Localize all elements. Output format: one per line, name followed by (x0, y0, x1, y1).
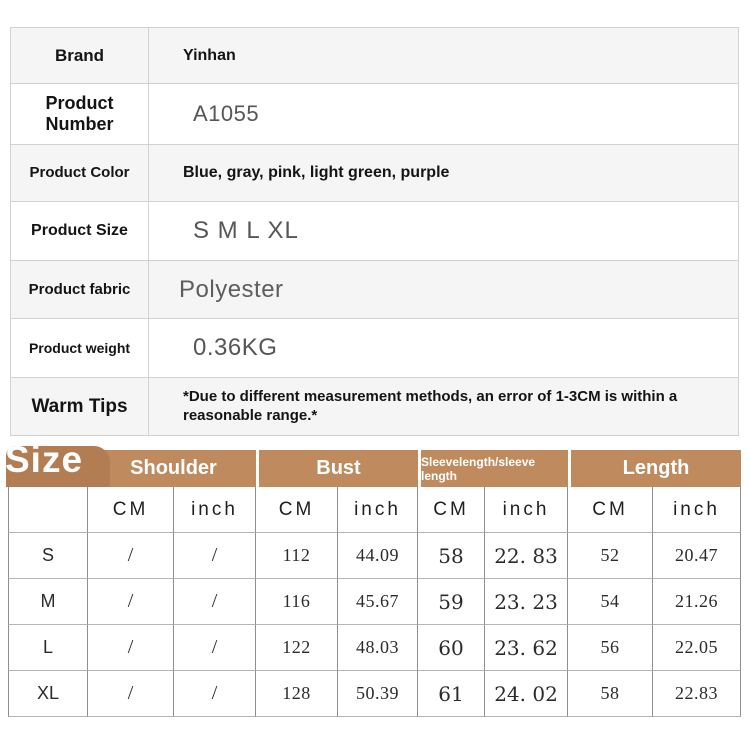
product-label: Product Color (11, 145, 149, 201)
product-value: 0.36KG (193, 334, 278, 361)
size-label: S (8, 533, 88, 579)
size-cell: 44.09 (338, 533, 418, 579)
size-cell: 61 (418, 671, 485, 717)
size-cell: 50.39 (338, 671, 418, 717)
unit-header: inch (653, 487, 741, 533)
size-cell: 22.83 (653, 671, 741, 717)
size-cell: 20.47 (653, 533, 741, 579)
size-row-xl (8, 671, 741, 717)
unit-header-empty (8, 487, 88, 533)
size-cell: 54 (568, 579, 653, 625)
unit-header: CM (568, 487, 653, 533)
size-cell: / (88, 579, 174, 625)
size-row-s (8, 533, 741, 579)
size-cell: 59 (418, 579, 485, 625)
size-cell: 56 (568, 625, 653, 671)
unit-header-row (8, 487, 741, 533)
product-value: Yinhan (183, 46, 236, 64)
product-row-warm-tips (11, 378, 738, 436)
product-value: *Due to different measurement methods, an error of 1-3CM is within a reasonable range.* (183, 387, 678, 424)
size-cell: / (174, 671, 256, 717)
size-cell: 45.67 (338, 579, 418, 625)
size-cell: / (174, 533, 256, 579)
size-cell: / (174, 579, 256, 625)
product-value: Blue, gray, pink, light green, purple (183, 164, 450, 181)
product-row-weight (11, 319, 738, 378)
product-row-color (11, 145, 738, 202)
size-cell: 23. 23 (485, 579, 568, 625)
unit-header: CM (418, 487, 485, 533)
product-label: Brand (11, 28, 149, 83)
product-label: Product weight (11, 319, 149, 377)
unit-header: inch (485, 487, 568, 533)
size-chart-table (5, 439, 741, 717)
size-label: XL (8, 671, 88, 717)
size-cell: 58 (568, 671, 653, 717)
product-label: Warm Tips (11, 378, 149, 435)
product-row-fabric (11, 261, 738, 319)
group-header-bust: Bust (256, 450, 418, 487)
size-cell: 23. 62 (485, 625, 568, 671)
group-header-shoulder: Shoulder (88, 450, 256, 487)
product-label: Product Size (11, 202, 149, 260)
size-cell: 22. 83 (485, 533, 568, 579)
unit-header: CM (256, 487, 338, 533)
size-cell: 21.26 (653, 579, 741, 625)
unit-header: inch (338, 487, 418, 533)
size-chart-header-band (8, 450, 741, 487)
product-value: S M L XL (193, 217, 299, 244)
product-value: Polyester (179, 275, 284, 303)
size-label: M (8, 579, 88, 625)
size-cell: 22.05 (653, 625, 741, 671)
size-row-l (8, 625, 741, 671)
product-row-brand (11, 28, 738, 84)
size-cell: / (88, 533, 174, 579)
size-cell: 58 (418, 533, 485, 579)
size-cell: 128 (256, 671, 338, 717)
size-cell: / (88, 671, 174, 717)
size-cell: 122 (256, 625, 338, 671)
product-label: Product Number (11, 84, 149, 144)
unit-header: CM (88, 487, 174, 533)
size-cell: / (88, 625, 174, 671)
product-row-number (11, 84, 738, 145)
size-label: L (8, 625, 88, 671)
size-cell: 116 (256, 579, 338, 625)
size-cell: / (174, 625, 256, 671)
size-corner-label: Size (5, 439, 84, 480)
group-header-sleeve: Sleevelength/sleeve length (418, 450, 568, 487)
size-cell: 52 (568, 533, 653, 579)
unit-header: inch (174, 487, 256, 533)
product-info-table (10, 27, 739, 436)
size-cell: 24. 02 (485, 671, 568, 717)
product-label: Product fabric (11, 261, 149, 318)
size-cell: 60 (418, 625, 485, 671)
size-row-m (8, 579, 741, 625)
size-cell: 48.03 (338, 625, 418, 671)
size-cell: 112 (256, 533, 338, 579)
group-header-length: Length (568, 450, 741, 487)
product-row-size (11, 202, 738, 261)
product-value: A1055 (193, 101, 260, 126)
